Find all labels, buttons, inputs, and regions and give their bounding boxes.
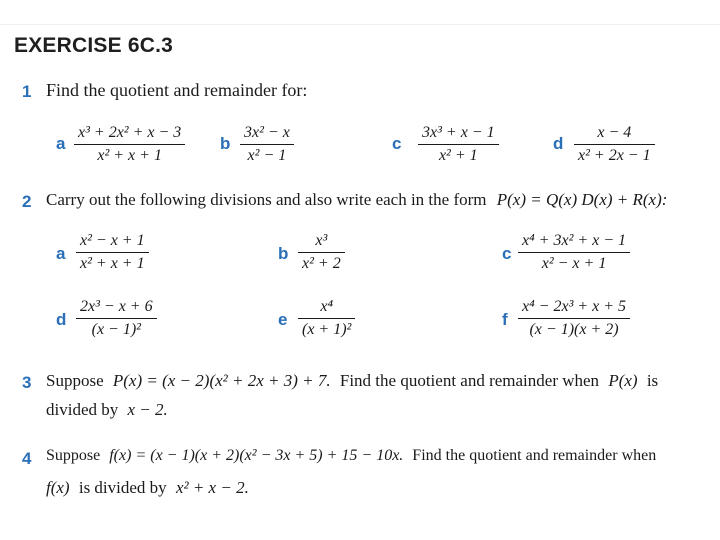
q1-part-d-fraction [574,124,655,165]
q2-part-f-fraction [518,298,630,339]
q2-part-c-fraction [518,232,630,273]
q4-text: Find the quotient and remainder when [412,447,657,464]
q1-part-a-letter: a [56,134,66,153]
question-3-line-1 [46,371,658,391]
q2-part-c-letter: c [502,244,512,263]
question-4-line-1 [46,447,656,465]
numerator: x − 4 [597,124,632,141]
q1-part-b-fraction [240,124,294,165]
numerator: x³ [315,232,328,249]
numerator: x⁴ − 2x³ + x + 5 [522,298,627,315]
denominator: (x − 1)² [91,321,141,338]
denominator: (x − 1)(x + 2) [529,321,619,338]
denominator: x² − 1 [247,147,287,164]
numerator: 2x³ − x + 6 [80,298,153,315]
q1-part-c-letter: c [392,134,402,153]
q2-part-b-fraction [298,232,345,273]
q4-text: Suppose [46,447,101,464]
q3-text: divided by [46,400,119,419]
question-3-line-2 [46,400,168,420]
question-3-number: 3 [22,373,32,392]
q4-expression: f(x) = (x − 1)(x + 2)(x² − 3x + 5) + 15 − 10x. [109,447,404,464]
question-4-line-2 [46,478,249,498]
q2-part-d-letter: d [56,310,67,329]
numerator: 3x³ + x − 1 [422,124,495,141]
q2-part-d-fraction [76,298,157,339]
q3-text: Find the quotient and remainder when [339,371,600,390]
question-2-text [46,190,667,210]
question-1-number: 1 [22,82,32,101]
q2-part-e-fraction [298,298,355,339]
q4-expression: x² + x − 2. [175,478,249,497]
q2-part-f-letter: f [502,310,508,329]
denominator: x² + 2 [302,255,341,272]
denominator: x² − x + 1 [541,255,607,272]
q3-expression: x − 2. [127,400,168,419]
denominator: (x + 1)² [302,321,352,338]
q2-part-e-letter: e [278,310,288,329]
q2-part-a-fraction [76,232,149,273]
q1-part-a-fraction [74,124,185,165]
q2-part-a-letter: a [56,244,66,263]
q3-expression: P(x) = (x − 2)(x² + 2x + 3) + 7. [112,371,331,390]
question-1-text: Find the quotient and remainder for: [46,80,308,100]
denominator: x² + 1 [438,147,478,164]
q1-part-b-letter: b [220,134,231,153]
numerator: 3x² − x [244,124,290,141]
numerator: x⁴ [320,298,334,315]
q3-text: Suppose [46,371,104,390]
numerator: x³ + 2x² + x − 3 [78,124,182,141]
q3-text: is [646,371,659,390]
question-2-form: P(x) = Q(x) D(x) + R(x): [496,190,668,209]
numerator: x² − x + 1 [80,232,145,249]
denominator: x² + 2x − 1 [578,147,651,164]
q4-expression: f(x) [46,478,70,497]
question-4-number: 4 [22,449,32,468]
q3-expression: P(x) [608,371,638,390]
exercise-heading: EXERCISE 6C.3 [14,34,173,57]
q1-part-d-letter: d [553,134,564,153]
top-rule [0,24,720,25]
denominator: x² + x + 1 [97,147,162,164]
q2-part-b-letter: b [278,244,289,263]
numerator: x⁴ + 3x² + x − 1 [522,232,627,249]
q1-part-c-fraction [418,124,499,165]
question-2-instruction: Carry out the following divisions and also write each in the form [46,190,487,209]
denominator: x² + x + 1 [80,255,145,272]
question-2-number: 2 [22,192,32,211]
q4-text: is divided by [78,478,167,497]
